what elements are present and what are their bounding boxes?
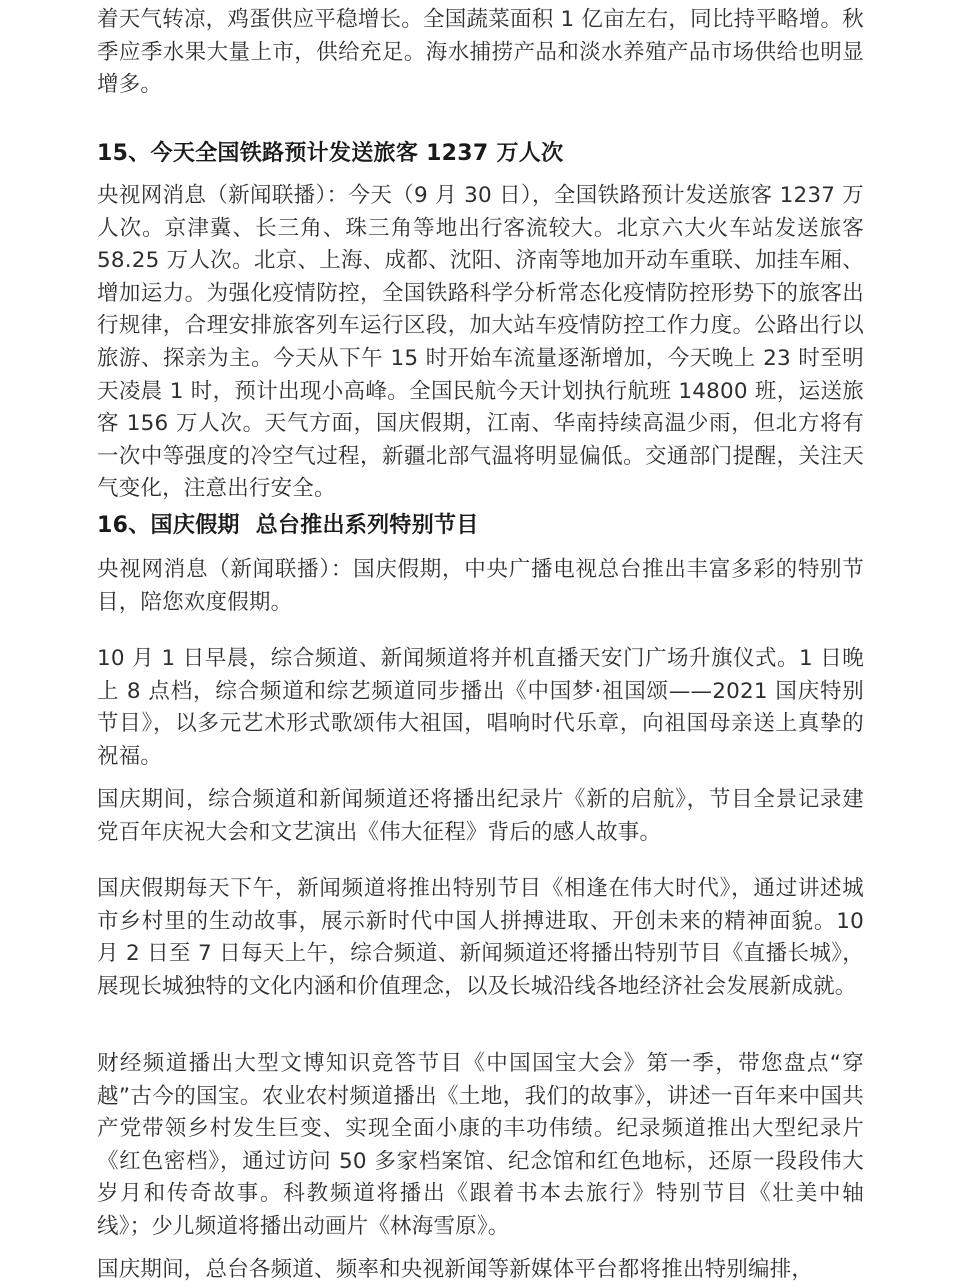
section-16-paragraph-1: 央视网消息（新闻联播）：国庆假期，中央广播电视总台推出丰富多彩的特别节目，陪您欢度假期。: [97, 557, 864, 615]
intro-paragraph: 着天气转凉，鸡蛋供应平稳增长。全国蔬菜面积 1 亿亩左右，同比持平略增。秋季应季水果大量上市，供给充足。海水捕捞产品和淡水养殖产品市场供给也明显增多。: [97, 7, 864, 98]
section-16-paragraph-3: 国庆期间，综合频道和新闻频道还将播出纪录片《新的启航》，节目全景记录建党百年庆祝大会和文艺演出《伟大征程》背后的感人故事。: [97, 787, 864, 845]
section-16-paragraph-4: 国庆假期每天下午，新闻频道将推出特别节目《相逢在伟大时代》，通过讲述城市乡村里的生动故事，展示新时代中国人拼搏进取、开创未来的精神面貌。10 月 2 日至 7 日每天上午，综合频道、新闻频道还将播出特别节目《直播长城》，展现长城独特的文化内涵和价值理念，以及长城沿线各地经济社会发展新成就。: [97, 876, 864, 999]
section-15-paragraph: 央视网消息（新闻联播）：今天（9 月 30 日），全国铁路预计发送旅客 1237 万人次。京津冀、长三角、珠三角等地出行客流较大。北京六大火车站发送旅客 58.25 万人次。北京、上海、成都、沈阳、济南等地加开动车重联、加挂车厢、增加运力。为强化疫情防控，全国铁路科学分析常态化疫情防控形势下的旅客出行规律，合理安排旅客列车运行区段，加大站车疫情防控工作力度。公路出行以旅游、探亲为主。今天从下午 15 时开始车流量逐渐增加，今天晚上 23 时至明天凌晨 1 时，预计出现小高峰。全国民航今天计划执行航班 14800 班，运送旅客 156 万人次。天气方面，国庆假期，江南、华南持续高温少雨，但北方将有一次中等强度的冷空气过程，新疆北部气温将明显偏低。交通部门提醒，关注天气变化，注意出行安全。: [97, 183, 864, 502]
section-16-paragraph-6: 国庆期间，总台各频道、频率和央视新闻等新媒体平台都将推出特别编排，: [97, 1257, 814, 1282]
section-16-heading: 16、国庆假期 总台推出系列特别节目: [97, 513, 479, 538]
section-16-paragraph-5: 财经频道播出大型文博知识竞答节目《中国国宝大会》第一季，带您盘点“穿越”古今的国宝。农业农村频道播出《土地，我们的故事》，讲述一百年来中国共产党带领乡村发生巨变、实现全面小康的丰功伟绩。纪录频道推出大型纪录片《红色密档》，通过访问 50 多家档案馆、纪念馆和红色地标，还原一段段伟大岁月和传奇故事。科教频道将播出《跟着书本去旅行》特别节目《壮美中轴线》；少儿频道将播出动画片《林海雪原》。: [97, 1051, 864, 1239]
section-15-heading: 15、今天全国铁路预计发送旅客 1237 万人次: [97, 141, 564, 166]
section-16-paragraph-2: 10 月 1 日早晨，综合频道、新闻频道将并机直播天安门广场升旗仪式。1 日晚上 8 点档，综合频道和综艺频道同步播出《中国梦·祖国颂——2021 国庆特别节目》，以多元艺术形式歌颂伟大祖国，唱响时代乐章，向祖国母亲送上真挚的祝福。: [97, 646, 864, 769]
